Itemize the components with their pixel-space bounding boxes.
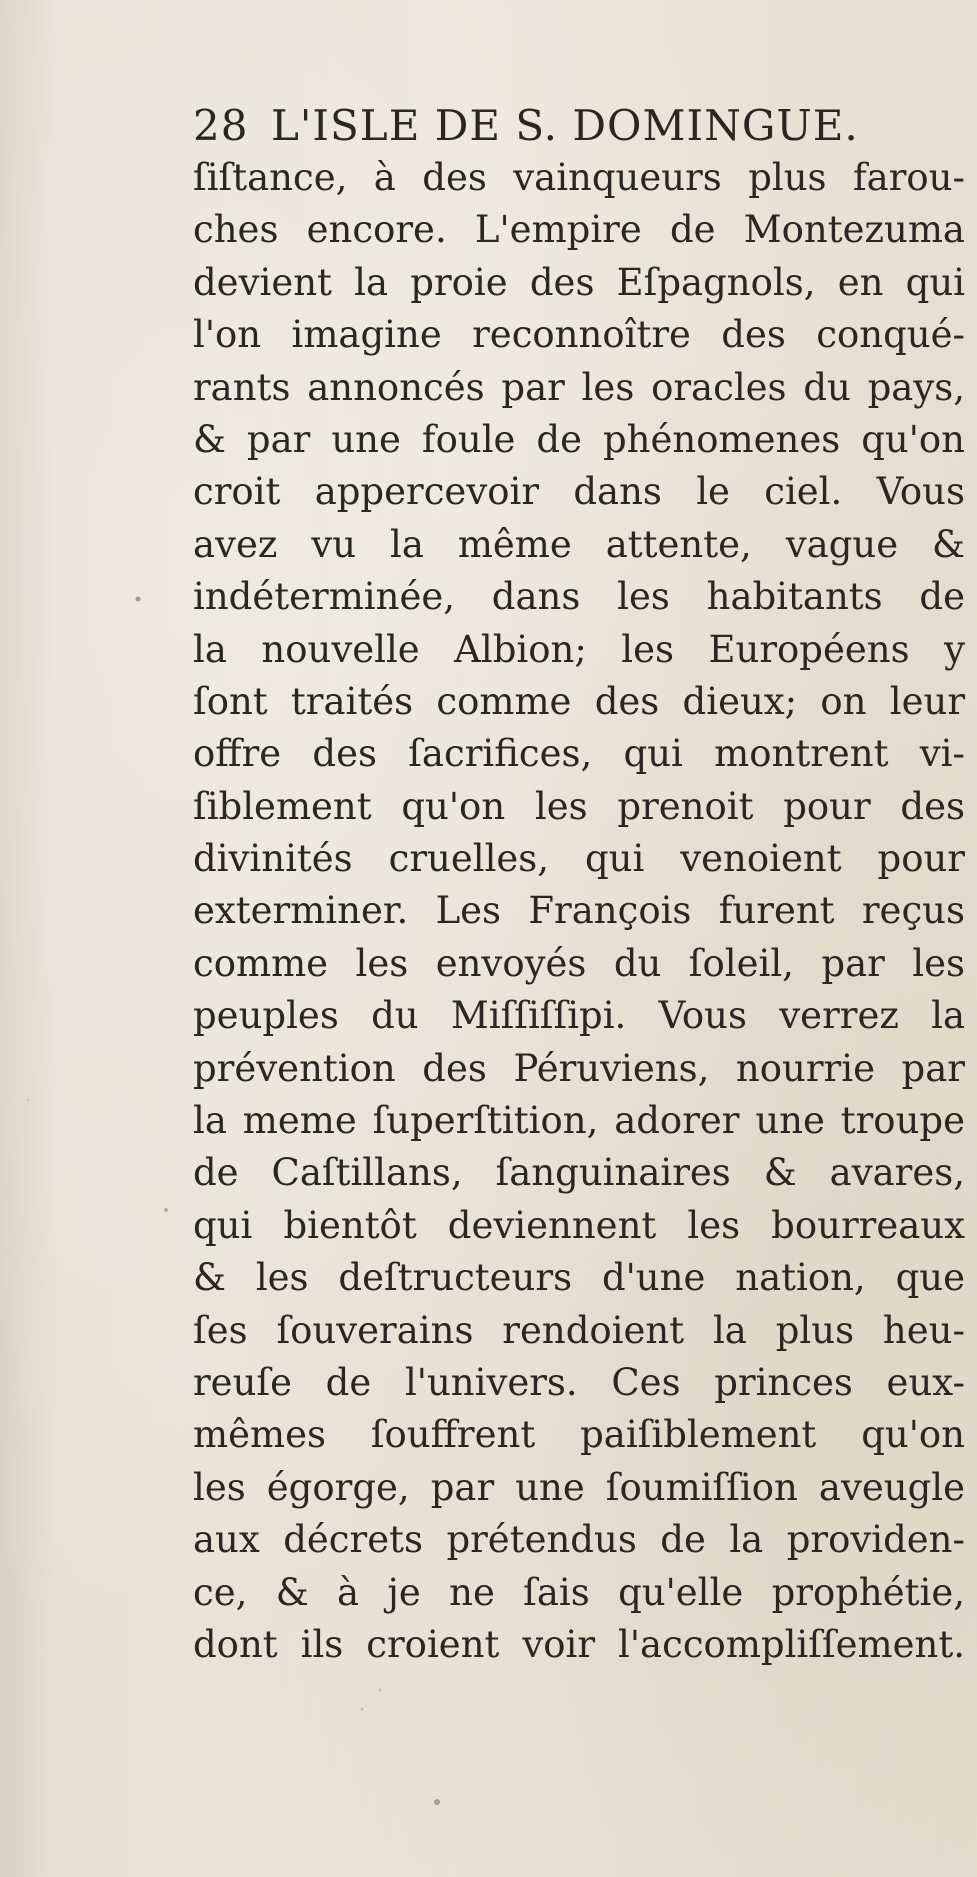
running-header xyxy=(193,96,953,156)
text-line: de Caſtillans, ſanguinaires & avares, xyxy=(193,1151,965,1195)
text-line: la meme ſuperſtition, adorer une troupe xyxy=(193,1099,965,1143)
text-line: offre des ſacrifices, qui montrent vi- xyxy=(193,732,965,776)
text-line: devient la proie des Eſpagnols, en qui xyxy=(193,260,965,304)
text-line: les égorge, par une ſoumiſſion aveugle xyxy=(193,1465,965,1509)
text-line: l'on imagine reconnoître des conqué- xyxy=(193,313,965,357)
text-line: peuples du Miſſiſſipi. Vous verrez la xyxy=(193,994,965,1038)
text-line: qui bientôt deviennent les bourreaux xyxy=(193,1203,965,1247)
text-line: mêmes ſouffrent paiſiblement qu'on xyxy=(193,1413,965,1457)
text-line: aux décrets prétendus de la providen- xyxy=(193,1518,965,1562)
text-line: & par une foule de phénomenes qu'on xyxy=(193,417,965,461)
text-line: ſes ſouverains rendoient la plus heu- xyxy=(193,1308,965,1352)
text-line: prévention des Péruviens, nourrie par xyxy=(193,1046,965,1090)
text-line: rants annoncés par les oracles du pays, xyxy=(193,365,965,409)
body-text xyxy=(193,152,965,1671)
page-number: 28 xyxy=(193,101,249,150)
text-line: comme les envoyés du ſoleil, par les xyxy=(193,941,965,985)
text-line: ſiſtance, à des vainqueurs plus farou- xyxy=(193,156,965,199)
text-line: exterminer. Les François furent reçus xyxy=(193,889,965,933)
text-line: ſiblement qu'on les prenoit pour des xyxy=(193,784,965,828)
text-line: dont ils croient voir l'accompliſſement. xyxy=(193,1622,965,1666)
text-line: ce, & à je ne ſais qu'elle prophétie, xyxy=(193,1570,965,1614)
text-line: croit appercevoir dans le ciel. Vous xyxy=(193,470,965,514)
text-line: avez vu la même attente, vague & xyxy=(193,522,965,566)
text-line: la nouvelle Albion; les Européens y xyxy=(193,627,965,671)
running-title: L'ISLE DE S. DOMINGUE. xyxy=(271,101,859,150)
text-line: indéterminée, dans les habitants de xyxy=(193,575,965,619)
text-line: ſont traités comme des dieux; on leur xyxy=(193,679,965,723)
text-line: divinités cruelles, qui venoient pour xyxy=(193,837,965,881)
text-line: & les deſtructeurs d'une nation, que xyxy=(193,1256,965,1300)
text-line: ches encore. L'empire de Montezuma xyxy=(193,208,965,252)
text-line: reuſe de l'univers. Ces princes eux- xyxy=(193,1360,965,1404)
